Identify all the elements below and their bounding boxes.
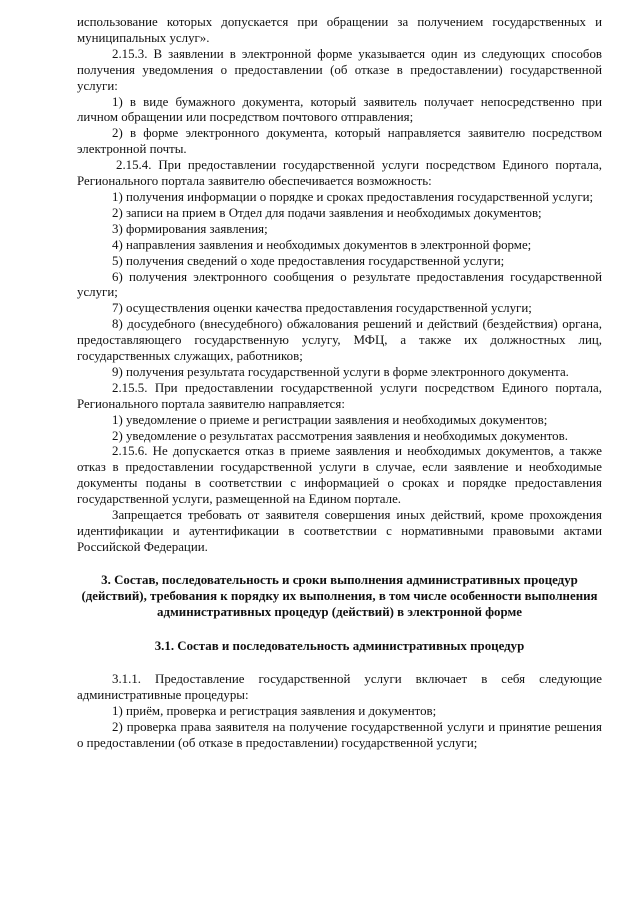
paragraph: 2.15.4. При предоставлении государственной услуги посредством Единого портала, Регионального портала заявителю обеспечивается возможность: — [77, 158, 602, 189]
paragraph: 4) направления заявления и необходимых документов в электронной форме; — [112, 237, 532, 252]
paragraph: 6) получения электронного сообщения о результате предоставления государственной услуги; — [77, 269, 602, 300]
spacer — [77, 556, 602, 573]
paragraph: 2) проверка права заявителя на получение государственной услуги и принятие решения о предоставлении (об отказе в предоставлении) государственной услуги; — [77, 720, 602, 751]
paragraph: 2.15.3. В заявлении в электронной форме указывается один из следующих способов получения уведомления о предоставлении (об отказе в предоставлении) государственной услуги: — [77, 46, 602, 93]
spacer — [77, 621, 602, 639]
paragraph: 8) досудебного (внесудебного) обжалования решений и действий (бездействия) органа, предоставляющего государственную услугу, МФЦ, а также их должностных лиц, государственных служащих, работников; — [77, 317, 602, 364]
paragraph: 2) в форме электронного документа, который направляется заявителю посредством электронной почты. — [77, 126, 602, 157]
spacer — [77, 654, 602, 672]
paragraph: 2) записи на прием в Отдел для подачи заявления и необходимых документов; — [112, 205, 542, 220]
paragraph: 1) приём, проверка и регистрация заявления и документов; — [112, 704, 437, 719]
paragraph: 1) в виде бумажного документа, который заявитель получает непосредственно при личном обращении или посредством почтового отправления; — [77, 94, 602, 125]
paragraph: 3) формирования заявления; — [112, 221, 268, 236]
section-heading: 3. Состав, последовательность и сроки выполнения административных процедур (действий), требования к порядку их выполнения, в том числе особенности выполнения административных процедур (действий) в электронной форме — [81, 572, 598, 619]
paragraph: Запрещается требовать от заявителя совершения иных действий, кроме прохождения идентификации и аутентификации в соответствии с нормативными правовыми актами Российской Федерации. — [77, 508, 602, 554]
paragraph: 5) получения сведений о ходе предоставления государственной услуги; — [112, 253, 505, 268]
paragraph: 7) осуществления оценки качества предоставления государственной услуги; — [112, 301, 532, 316]
paragraph: использование которых допускается при обращении за получением государственных и муниципальных услуг». — [77, 15, 602, 45]
paragraph: 9) получения результата государственной услуги в форме электронного документа. — [112, 364, 569, 379]
paragraph: 2.15.5. При предоставлении государственной услуги посредством Единого портала, Регионального портала заявителю направляется: — [77, 380, 602, 411]
document-page — [77, 15, 602, 752]
subsection-heading: 3.1. Состав и последовательность административных процедур — [154, 638, 525, 653]
paragraph: 2.15.6. Не допускается отказ в приеме заявления и необходимых документов, а также отказ в предоставлении государственной услуги в случае, если заявление и необходимые документы поданы в соответствии с информацией о сроках и порядке предоставления государственной услуги, размещенной на Едином портале. — [77, 444, 602, 507]
paragraph: 2) уведомление о результатах рассмотрения заявления и необходимых документов. — [112, 428, 568, 443]
paragraph: 1) получения информации о порядке и сроках предоставления государственной услуги; — [112, 189, 594, 204]
paragraph: 1) уведомление о приеме и регистрации заявления и необходимых документов; — [112, 412, 548, 427]
paragraph: 3.1.1. Предоставление государственной услуги включает в себя следующие административные процедуры: — [77, 672, 602, 703]
